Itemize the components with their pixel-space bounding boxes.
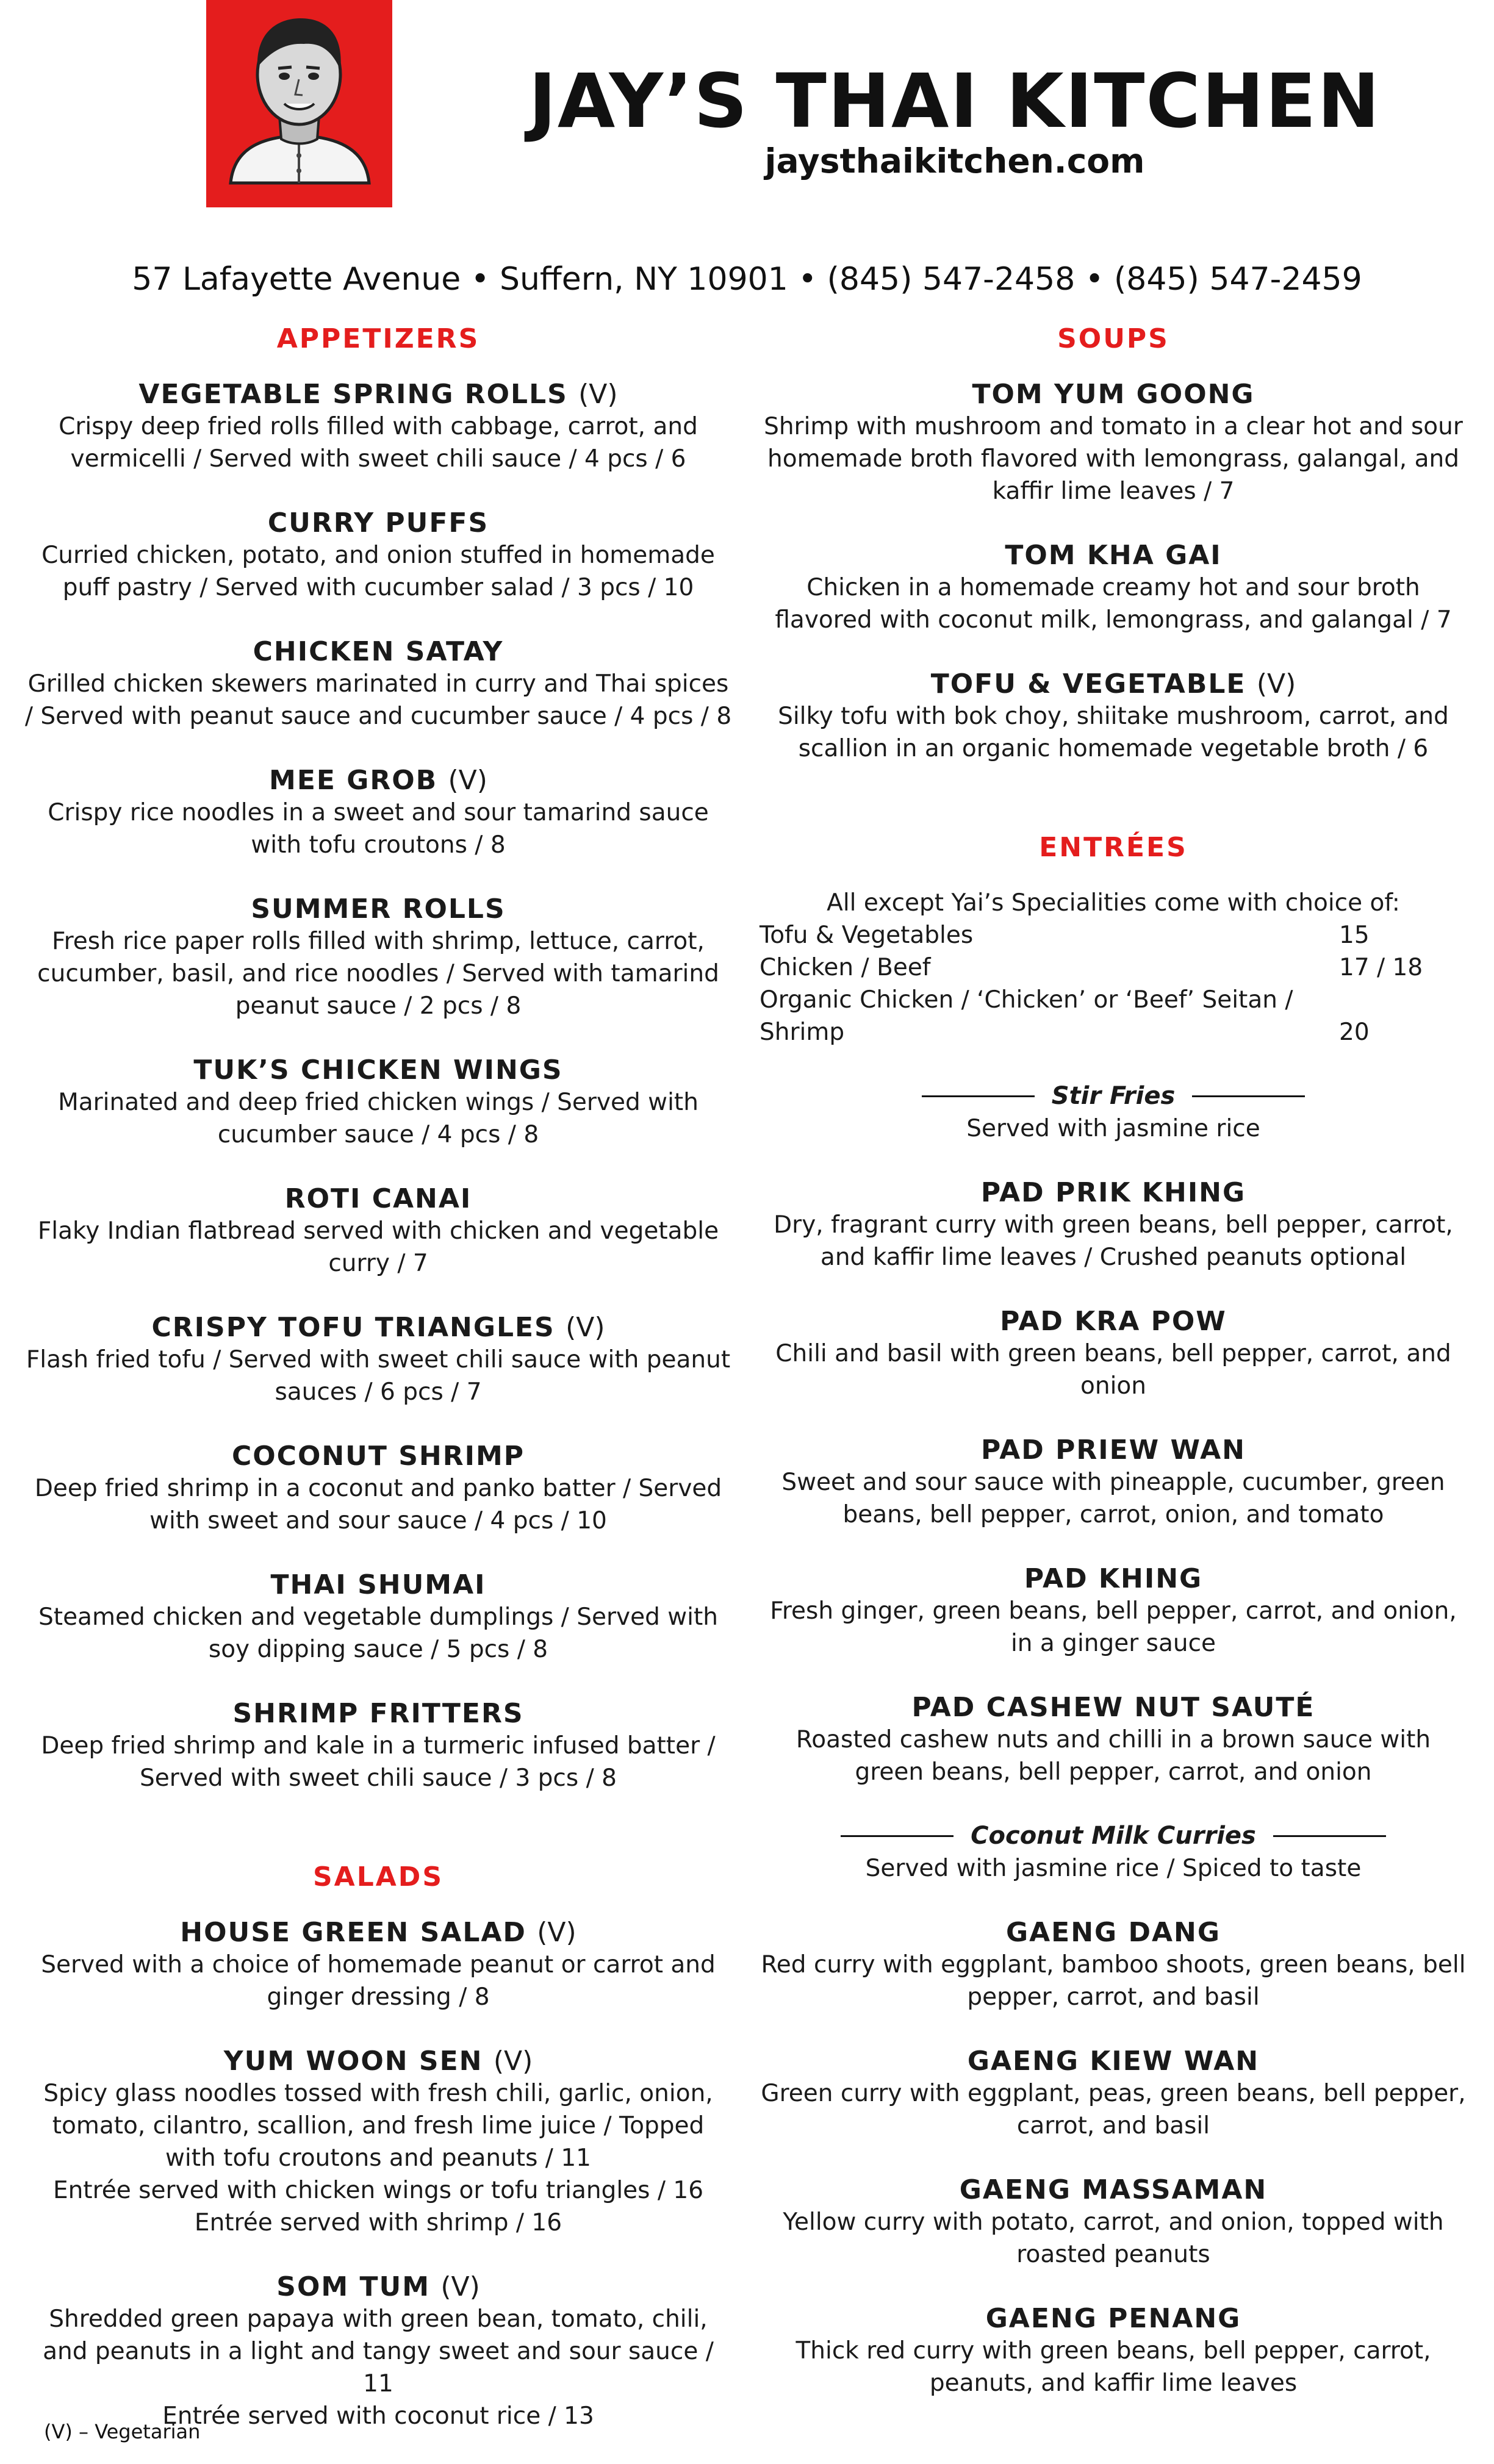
chef-portrait-logo xyxy=(206,0,392,207)
stir-fries-subheading xyxy=(760,1080,1467,1112)
item-name: YUM WOON SEN xyxy=(223,2046,483,2077)
item-name: PAD PRIK KHING xyxy=(980,1177,1246,1208)
protein-label: Chicken / Beef xyxy=(760,954,931,981)
vegetarian-footnote: (V) – Vegetarian xyxy=(44,2420,201,2443)
item-description: Dry, fragrant curry with green beans, bell pepper, carrot, and kaffir lime leaves / Crushed peanuts optional xyxy=(774,1211,1453,1271)
menu-item xyxy=(24,1183,732,1280)
menu-item xyxy=(24,1916,732,2013)
menu-item xyxy=(760,668,1467,765)
entree-option: Entrée served with shrimp / 16 xyxy=(194,2209,562,2237)
menu-item xyxy=(24,1440,732,1537)
divider-rule xyxy=(1273,1835,1386,1837)
appetizers-heading: APPETIZERS xyxy=(276,323,480,354)
item-description: Chicken in a homemade creamy hot and sour broth flavored with coconut milk, lemongrass, and galangal / 7 xyxy=(775,574,1452,634)
item-description: Shrimp with mushroom and tomato in a clear hot and sour homemade broth flavored with lemongrass, galangal, and kaffir lime leaves / 7 xyxy=(764,413,1463,505)
divider-rule xyxy=(1192,1095,1305,1097)
item-name: PAD KRA POW xyxy=(1000,1306,1227,1337)
protein-choice-row xyxy=(760,919,1467,951)
item-description: Curried chicken, potato, and onion stuffed in homemade puff pastry / Served with cucumber salad / 3 pcs / 10 xyxy=(41,542,715,601)
divider-rule xyxy=(922,1095,1035,1097)
item-name: HOUSE GREEN SALAD xyxy=(180,1917,526,1948)
entree-option: Entrée served with chicken wings or tofu triangles / 16 xyxy=(52,2177,704,2204)
left-column xyxy=(24,317,732,2464)
menu-item xyxy=(24,764,732,861)
menu-item xyxy=(760,1563,1467,1660)
item-name: VEGETABLE SPRING ROLLS xyxy=(138,379,568,410)
item-description: Flash fried tofu / Served with sweet chili sauce with peanut sauces / 6 pcs / 7 xyxy=(26,1346,731,1406)
item-name: GAENG PENANG xyxy=(985,2303,1241,2334)
item-name: ROTI CANAI xyxy=(284,1183,472,1214)
entree-intro: All except Yai’s Specialities come with choice of: xyxy=(827,889,1400,917)
curries-note: Served with jasmine rice / Spiced to taste xyxy=(865,1855,1362,1882)
protein-choice-row xyxy=(760,951,1467,984)
item-name: CURRY PUFFS xyxy=(267,507,489,539)
vegetarian-mark: (V) xyxy=(566,1312,605,1343)
protein-choice-row xyxy=(760,984,1467,1016)
entree-option: Entrée served with coconut rice / 13 xyxy=(162,2402,594,2430)
menu-item xyxy=(24,1697,732,1794)
menu-item xyxy=(24,893,732,1022)
menu-item xyxy=(24,378,732,475)
menu-item xyxy=(24,1569,732,1666)
protein-label: Organic Chicken / ‘Chicken’ or ‘Beef’ Seitan / xyxy=(760,986,1293,1014)
soups-heading: SOUPS xyxy=(1057,323,1169,354)
vegetarian-mark: (V) xyxy=(448,765,487,796)
menu-item xyxy=(760,378,1467,507)
protein-price xyxy=(1339,984,1431,1016)
item-description: Shredded green papaya with green bean, tomato, chili, and peanuts in a light and tangy sweet and sour sauce / 11 xyxy=(43,2305,714,2398)
vegetarian-mark: (V) xyxy=(440,2271,480,2302)
menu-item xyxy=(760,539,1467,636)
item-description: Roasted cashew nuts and chilli in a brown sauce with green beans, bell pepper, carrot, and onion xyxy=(795,1726,1431,1786)
item-name: CHICKEN SATAY xyxy=(253,636,504,667)
restaurant-title: JAY’S THAI KITCHEN xyxy=(528,58,1381,145)
protein-price: 20 xyxy=(1339,1019,1370,1046)
protein-label: Shrimp xyxy=(760,1019,845,1046)
item-name: PAD CASHEW NUT SAUTÉ xyxy=(911,1692,1315,1723)
vegetarian-mark: (V) xyxy=(578,379,618,410)
item-name: THAI SHUMAI xyxy=(270,1569,486,1600)
menu-item xyxy=(760,1305,1467,1402)
subheading-label: Stir Fries xyxy=(1051,1082,1176,1110)
item-description: Fresh rice paper rolls filled with shrimp, lettuce, carrot, cucumber, basil, and rice noodles / Served with tamarind peanut sauce / 2 pcs / 8 xyxy=(37,928,719,1020)
item-name: CRISPY TOFU TRIANGLES xyxy=(151,1312,555,1343)
right-column xyxy=(760,317,1467,2431)
menu-item xyxy=(24,1311,732,1408)
item-name: GAENG KIEW WAN xyxy=(967,2046,1260,2077)
curries-subheading xyxy=(760,1820,1467,1852)
item-description: Deep fried shrimp in a coconut and panko batter / Served with sweet and sour sauce / 4 pcs / 10 xyxy=(34,1475,722,1535)
protein-price: 17 / 18 xyxy=(1339,954,1423,981)
menu-item xyxy=(24,1054,732,1151)
protein-choice-row xyxy=(760,1016,1467,1048)
item-description: Fresh ginger, green beans, bell pepper, carrot, and onion, in a ginger sauce xyxy=(770,1597,1457,1657)
item-description: Served with a choice of homemade peanut or carrot and ginger dressing / 8 xyxy=(41,1951,716,2011)
divider-rule xyxy=(841,1835,954,1837)
item-name: SOM TUM xyxy=(276,2271,430,2302)
menu-item xyxy=(760,2302,1467,2399)
item-name: TUK’S CHICKEN WINGS xyxy=(193,1055,563,1086)
menu-item xyxy=(24,636,732,732)
item-name: SUMMER ROLLS xyxy=(251,894,506,925)
menu-item xyxy=(24,507,732,604)
menu-item xyxy=(24,2271,732,2432)
menu-item xyxy=(760,1434,1467,1531)
item-description: Thick red curry with green beans, bell pepper, carrot, peanuts, and kaffir lime leaves xyxy=(795,2337,1431,2397)
vegetarian-mark: (V) xyxy=(1256,668,1296,700)
item-description: Red curry with eggplant, bamboo shoots, green beans, bell pepper, carrot, and basil xyxy=(761,1951,1466,2011)
item-description: Crispy deep fried rolls filled with cabbage, carrot, and vermicelli / Served with sweet chili sauce / 4 pcs / 6 xyxy=(59,413,698,473)
website-link[interactable]: jaysthaikitchen.com xyxy=(764,141,1145,181)
item-name: MEE GROB xyxy=(269,765,438,796)
item-description: Yellow curry with potato, carrot, and onion, topped with roasted peanuts xyxy=(783,2208,1444,2268)
item-name: PAD PRIEW WAN xyxy=(981,1434,1246,1466)
chef-portrait-icon xyxy=(206,0,392,207)
item-name: TOM YUM GOONG xyxy=(972,379,1255,410)
item-description: Sweet and sour sauce with pineapple, cucumber, green beans, bell pepper, carrot, onion, and tomato xyxy=(781,1469,1445,1528)
menu-item xyxy=(760,1916,1467,2013)
stir-fries-note: Served with jasmine rice xyxy=(966,1115,1260,1142)
item-description: Crispy rice noodles in a sweet and sour tamarind sauce with tofu croutons / 8 xyxy=(48,799,709,859)
item-name: COCONUT SHRIMP xyxy=(231,1441,525,1472)
item-description: Grilled chicken skewers marinated in curry and Thai spices / Served with peanut sauce and cucumber sauce / 4 pcs / 8 xyxy=(24,670,732,730)
item-description: Marinated and deep fried chicken wings / Served with cucumber sauce / 4 pcs / 8 xyxy=(58,1089,699,1148)
item-name: SHRIMP FRITTERS xyxy=(232,1698,524,1729)
item-name: TOM KHA GAI xyxy=(1005,540,1222,571)
protein-label: Tofu & Vegetables xyxy=(760,922,974,949)
menu-item xyxy=(760,1176,1467,1273)
vegetarian-mark: (V) xyxy=(493,2046,533,2077)
item-description: Deep fried shrimp and kale in a turmeric infused batter / Served with sweet chili sauce / 3 pcs / 8 xyxy=(41,1732,716,1792)
menu-item xyxy=(24,2045,732,2239)
salads-heading: SALADS xyxy=(312,1861,444,1893)
item-description: Spicy glass noodles tossed with fresh chili, garlic, onion, tomato, cilantro, scallion, and fresh lime juice / Topped with tofu croutons and peanuts / 11 xyxy=(43,2080,713,2172)
entrees-heading: ENTRÉES xyxy=(1039,832,1188,863)
item-description: Silky tofu with bok choy, shiitake mushroom, carrot, and scallion in an organic homemade vegetable broth / 6 xyxy=(778,703,1449,762)
item-name: PAD KHING xyxy=(1024,1563,1203,1594)
item-description: Flaky Indian flatbread served with chicken and vegetable curry / 7 xyxy=(37,1217,719,1277)
subheading-label: Coconut Milk Curries xyxy=(971,1822,1256,1850)
item-description: Chili and basil with green beans, bell pepper, carrot, and onion xyxy=(775,1340,1451,1400)
item-description: Green curry with eggplant, peas, green beans, bell pepper, carrot, and basil xyxy=(761,2080,1466,2140)
item-name: TOFU & VEGETABLE xyxy=(930,668,1246,700)
vegetarian-mark: (V) xyxy=(537,1917,576,1948)
menu-item xyxy=(760,2045,1467,2142)
item-name: GAENG DANG xyxy=(1006,1917,1221,1948)
item-description: Steamed chicken and vegetable dumplings / Served with soy dipping sauce / 5 pcs / 8 xyxy=(38,1603,718,1663)
menu-item xyxy=(760,1691,1467,1788)
protein-price: 15 xyxy=(1339,922,1370,949)
address-line: 57 Lafayette Avenue • Suffern, NY 10901 • (845) 547-2458 • (845) 547-2459 xyxy=(132,261,1362,298)
item-name: GAENG MASSAMAN xyxy=(959,2174,1268,2205)
menu-item xyxy=(760,2174,1467,2271)
